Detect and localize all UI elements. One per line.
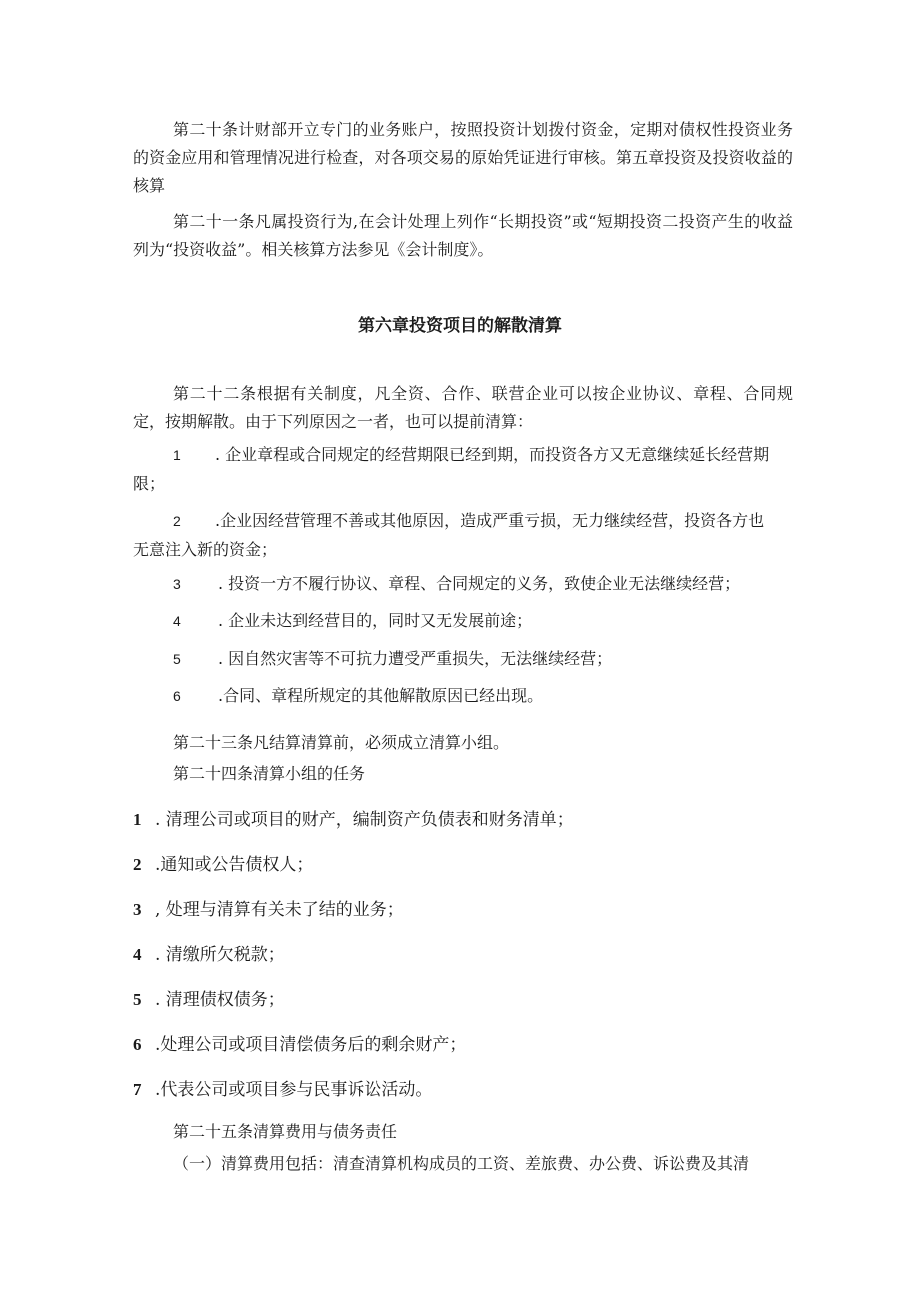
task-item-3 xyxy=(133,896,793,924)
reason-item-2-continuation: 无意注入新的资金； xyxy=(133,540,278,559)
reason-item-1-continuation: 限； xyxy=(133,474,166,493)
task-text: . 清缴所欠税款； xyxy=(155,945,285,965)
reason-item-3 xyxy=(133,570,793,598)
task-number: 7 xyxy=(133,1080,142,1099)
reason-item-6 xyxy=(133,682,793,710)
task-item-4 xyxy=(133,941,793,969)
task-number: 6 xyxy=(133,1035,142,1054)
article-23-paragraph: 第二十三条凡结算清算前，必须成立清算小组。 xyxy=(173,733,510,752)
article-25-paragraph: 第二十五条清算费用与债务责任 xyxy=(173,1122,398,1141)
article-24-paragraph: 第二十四条清算小组的任务 xyxy=(173,764,366,783)
reason-number: 5 xyxy=(173,651,181,667)
reason-item-2 xyxy=(133,507,793,535)
reason-text: .合同、章程所规定的其他解散原因已经出现。 xyxy=(218,686,544,705)
reason-item-4 xyxy=(133,607,793,635)
reason-text: . 投资一方不履行协议、章程、合同规定的义务，致使企业无法继续经营； xyxy=(218,574,741,593)
task-item-7 xyxy=(133,1076,793,1104)
task-number: 5 xyxy=(133,990,142,1009)
reason-item-5 xyxy=(133,645,793,673)
article-20-paragraph: 第二十条计财部开立专门的业务账户，按照投资计划拨付资金，定期对债权性投资业务的资金应用和管理情况进行检查，对各项交易的原始凭证进行审核。第五章投资及投资收益的核算 xyxy=(133,120,793,195)
task-text: .代表公司或项目参与民事诉讼活动。 xyxy=(155,1080,433,1100)
task-text: . 清理公司或项目的财产，编制资产负债表和财务清单； xyxy=(155,810,574,830)
article-21-paragraph: 第二十一条凡属投资行为,在会计处理上列作“长期投资”或“短期投资二投资产生的收益列为“投资收益”。相关核算方法参见《会计制度》。 xyxy=(133,212,793,259)
reason-number: 1 xyxy=(173,447,181,463)
task-item-6 xyxy=(133,1031,793,1059)
task-text: . 清理债权债务； xyxy=(155,990,285,1010)
reason-text: .企业因经营管理不善或其他原因，造成严重亏损，无力继续经营，投资各方也 xyxy=(215,511,765,530)
task-text: .处理公司或项目清偿债务后的剩余财产； xyxy=(155,1035,467,1055)
task-number: 4 xyxy=(133,945,142,964)
task-text: , 处理与清算有关未了结的业务； xyxy=(155,900,404,920)
reason-number: 6 xyxy=(173,688,181,704)
task-text: .通知或公告债权人； xyxy=(155,855,314,875)
reason-number: 3 xyxy=(173,576,181,592)
task-item-2 xyxy=(133,851,793,879)
reason-number: 4 xyxy=(173,613,181,629)
task-number: 2 xyxy=(133,855,142,874)
reason-number: 2 xyxy=(173,513,181,529)
article-25-sub1: （一）清算费用包括：清查清算机构成员的工资、差旅费、办公费、诉讼费及其清 xyxy=(173,1154,750,1173)
task-item-1 xyxy=(133,806,793,834)
reason-text: . 企业章程或合同规定的经营期限已经到期，而投资各方又无意继续延长经营期 xyxy=(215,445,770,464)
task-number: 3 xyxy=(133,900,142,919)
chapter-6-title: 第六章投资项目的解散清算 xyxy=(358,316,562,336)
task-number: 1 xyxy=(133,810,142,829)
reason-item-1 xyxy=(133,441,793,469)
reason-text: . 企业未达到经营目的，同时又无发展前途； xyxy=(218,611,533,630)
task-item-5 xyxy=(133,986,793,1014)
reason-text: . 因自然灾害等不可抗力遭受严重损失，无法继续经营； xyxy=(218,649,613,668)
article-22-paragraph: 第二十二条根据有关制度，凡全资、合作、联营企业可以按企业协议、章程、合同规定，按期解散。由于下列原因之一者，也可以提前清算： xyxy=(133,384,793,431)
